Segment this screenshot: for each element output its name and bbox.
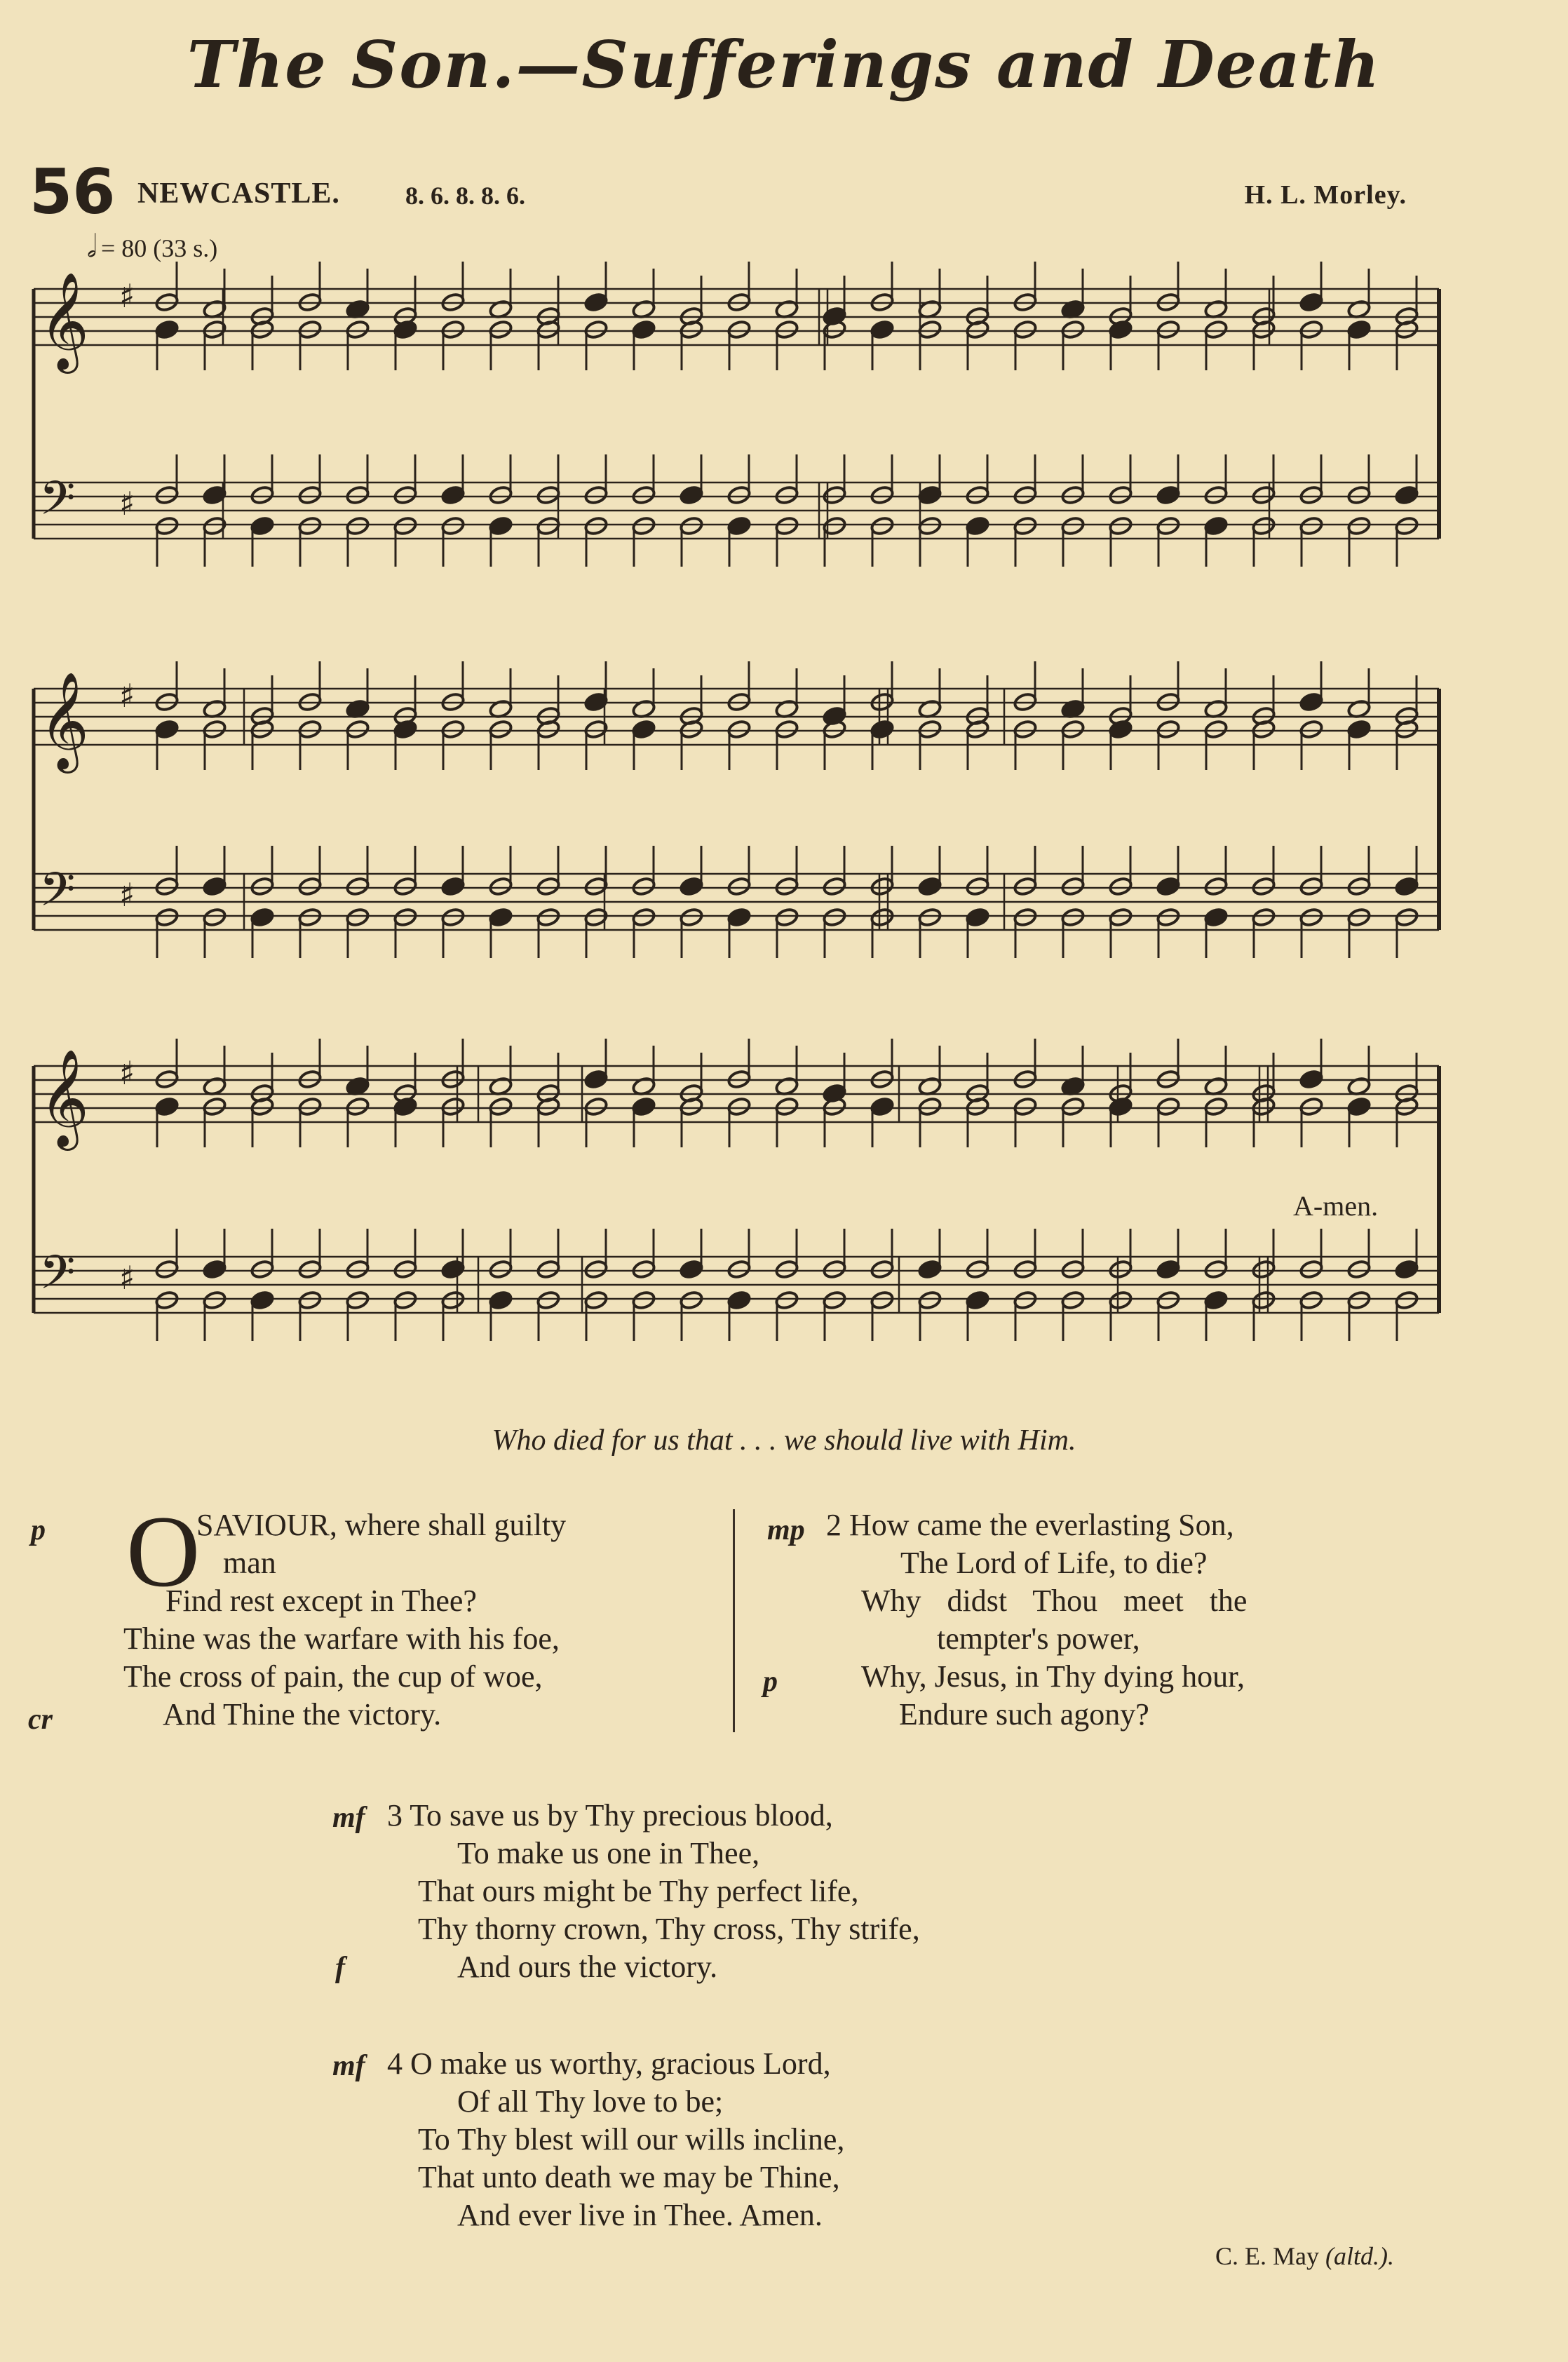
note-head: [917, 1259, 942, 1279]
note-head: [1299, 1259, 1323, 1279]
text-quote: Who died for us that . . . we should live with Him.: [492, 1424, 1076, 1457]
note-head: [154, 515, 179, 536]
note-head: [345, 1290, 370, 1310]
note-head: [1203, 1096, 1228, 1116]
note-head: [1203, 1259, 1228, 1279]
verse-line: And ever live in Thee. Amen.: [457, 2198, 823, 2232]
note-head: [1299, 907, 1323, 927]
note-head: [440, 1259, 465, 1279]
note-head: [583, 292, 608, 312]
sharp-icon: ♯: [119, 277, 135, 315]
note-head: [870, 907, 894, 927]
verse-line: The cross of pain, the cup of woe,: [123, 1659, 543, 1694]
note-head: [154, 719, 179, 739]
note-head: [202, 1096, 227, 1116]
sharp-icon: ♯: [119, 1054, 135, 1092]
note-head: [1203, 876, 1228, 896]
note-head: [202, 876, 227, 896]
note-head: [1203, 719, 1228, 739]
note-head: [440, 1096, 465, 1116]
note-head: [1108, 515, 1133, 536]
note-head: [726, 876, 751, 896]
note-head: [679, 515, 703, 536]
note-head: [965, 485, 989, 505]
note-head: [1346, 876, 1371, 896]
note-head: [1251, 907, 1276, 927]
note-head: [822, 1290, 846, 1310]
verse-line: SAVIOUR, where shall guilty: [196, 1508, 567, 1542]
note-head: [1156, 1290, 1180, 1310]
note-head: [154, 1096, 179, 1116]
sharp-icon: ♯: [119, 677, 135, 715]
sharp-icon: ♯: [119, 876, 135, 914]
note-head: [1299, 515, 1323, 536]
verse-line: [387, 1797, 1229, 1835]
note-head: [536, 515, 560, 536]
dynamic-mark: f: [335, 1952, 345, 1984]
note-head: [726, 1290, 751, 1310]
note-head: [631, 876, 656, 896]
hymn-number: 56: [29, 156, 116, 228]
note-head: [1013, 515, 1037, 536]
note-head: [488, 719, 513, 739]
note-head: [1203, 907, 1228, 927]
note-head: [870, 485, 894, 505]
treble-clef-icon: 𝄞: [39, 272, 89, 370]
dynamic-mark: cr: [28, 1703, 53, 1736]
note-head: [1060, 1290, 1085, 1310]
verse-line: Find rest except in Thee?: [165, 1584, 477, 1618]
half-note-icon: 𝅗𝅥: [87, 229, 97, 264]
note-head: [870, 1259, 894, 1279]
note-head: [488, 485, 513, 505]
note-head: [726, 319, 751, 339]
note-head: [536, 907, 560, 927]
note-head: [822, 485, 846, 505]
note-head: [393, 515, 417, 536]
note-head: [726, 907, 751, 927]
verse-4: [387, 2045, 1229, 2234]
note-head: [917, 1290, 942, 1310]
bass-clef-icon: 𝄢: [39, 1246, 76, 1311]
note-head: [1156, 1259, 1180, 1279]
verse-line: Thine was the warfare with his foe,: [123, 1621, 560, 1656]
note-head: [822, 1259, 846, 1279]
note-head: [1013, 485, 1037, 505]
note-head: [822, 907, 846, 927]
verse-2: [826, 1506, 1457, 1734]
note-head: [345, 1259, 370, 1279]
note-head: [440, 515, 465, 536]
note-head: [631, 907, 656, 927]
bass-clef-icon: 𝄢: [39, 471, 76, 536]
note-head: [583, 515, 608, 536]
verse-1: [123, 1506, 726, 1734]
note-head: [393, 485, 417, 505]
note-head: [536, 876, 560, 896]
note-head: [1299, 1290, 1323, 1310]
note-head: [297, 876, 322, 896]
sharp-icon: ♯: [119, 485, 135, 522]
credit-author: C. E. May: [1215, 2242, 1320, 2270]
note-head: [822, 876, 846, 896]
verse-line: To make us one in Thee,: [457, 1836, 760, 1870]
note-head: [774, 719, 799, 739]
note-head: [1013, 1259, 1037, 1279]
note-head: [393, 876, 417, 896]
note-head: [679, 1290, 703, 1310]
note-head: [726, 719, 751, 739]
note-head: [440, 1290, 465, 1310]
note-head: [202, 907, 227, 927]
note-head: [870, 876, 894, 896]
note-head: [822, 515, 846, 536]
note-head: [488, 515, 513, 536]
note-head: [1156, 319, 1180, 339]
dynamic-mark: mp: [767, 1514, 805, 1546]
note-head: [583, 319, 608, 339]
note-head: [345, 1096, 370, 1116]
treble-clef-icon: 𝄞: [39, 672, 89, 769]
note-head: [583, 1290, 608, 1310]
note-head: [1346, 907, 1371, 927]
note-head: [488, 319, 513, 339]
note-head: [583, 1096, 608, 1116]
note-head: [1346, 319, 1371, 339]
note-head: [1060, 319, 1085, 339]
note-head: [1394, 515, 1419, 536]
note-head: [726, 515, 751, 536]
note-head: [1060, 907, 1085, 927]
note-head: [1299, 1096, 1323, 1116]
note-head: [1203, 485, 1228, 505]
note-head: [1394, 907, 1419, 927]
note-head: [1013, 319, 1037, 339]
note-head: [917, 719, 942, 739]
note-head: [154, 319, 179, 339]
note-head: [393, 907, 417, 927]
verse-line: man: [223, 1546, 276, 1580]
note-head: [1346, 485, 1371, 505]
note-head: [631, 1259, 656, 1279]
note-head: [297, 1096, 322, 1116]
verse-line-text: O make us worthy, gracious Lord,: [410, 2046, 831, 2081]
note-head: [726, 485, 751, 505]
note-head: [1156, 719, 1180, 739]
note-head: [536, 485, 560, 505]
note-head: [631, 1096, 656, 1116]
verse-line: Why didst Thou meet the: [861, 1584, 1248, 1618]
note-head: [488, 1096, 513, 1116]
note-head: [1108, 907, 1133, 927]
note-head: [250, 907, 274, 927]
note-head: [1060, 485, 1085, 505]
note-head: [679, 1259, 703, 1279]
note-head: [679, 876, 703, 896]
note-head: [1203, 319, 1228, 339]
sharp-icon: ♯: [119, 1259, 135, 1297]
note-head: [679, 907, 703, 927]
note-head: [1299, 1069, 1323, 1089]
note-head: [202, 1259, 227, 1279]
note-head: [870, 1290, 894, 1310]
note-head: [1060, 1096, 1085, 1116]
note-head: [1108, 1259, 1133, 1279]
note-head: [154, 1290, 179, 1310]
note-head: [1013, 1290, 1037, 1310]
note-head: [583, 1259, 608, 1279]
verse-line-text: To save us by Thy precious blood,: [410, 1798, 833, 1833]
note-head: [250, 876, 274, 896]
note-head: [583, 485, 608, 505]
note-head: [440, 485, 465, 505]
note-head: [1108, 485, 1133, 505]
note-head: [726, 1096, 751, 1116]
note-head: [1346, 1096, 1371, 1116]
note-head: [774, 1096, 799, 1116]
bass-clef-icon: 𝄢: [39, 863, 76, 928]
note-head: [631, 719, 656, 739]
note-head: [1013, 876, 1037, 896]
verse-number: 2: [826, 1508, 842, 1542]
note-head: [297, 485, 322, 505]
note-head: [631, 485, 656, 505]
note-head: [202, 719, 227, 739]
note-head: [917, 1096, 942, 1116]
note-head: [1251, 515, 1276, 536]
verse-line: To Thy blest will our wills incline,: [418, 2122, 845, 2157]
verse-line: Why, Jesus, in Thy dying hour,: [861, 1659, 1245, 1694]
note-head: [154, 907, 179, 927]
note-head: [297, 719, 322, 739]
note-head: [774, 319, 799, 339]
verse-number: 3: [387, 1798, 403, 1833]
meter: 8. 6. 8. 8. 6.: [405, 182, 525, 210]
note-head: [345, 719, 370, 739]
note-head: [870, 1096, 894, 1116]
note-head: [583, 1069, 608, 1089]
verse-line: That ours might be Thy perfect life,: [418, 1874, 859, 1908]
note-head: [917, 319, 942, 339]
note-head: [917, 907, 942, 927]
note-head: [297, 1259, 322, 1279]
note-head: [250, 515, 274, 536]
note-head: [1156, 515, 1180, 536]
dynamic-mark: mf: [332, 2050, 365, 2082]
note-head: [1251, 876, 1276, 896]
note-head: [345, 907, 370, 927]
verse-line: [826, 1506, 1457, 1544]
note-head: [1013, 1096, 1037, 1116]
note-head: [1346, 1259, 1371, 1279]
note-head: [1060, 1259, 1085, 1279]
drop-cap: O: [126, 1494, 201, 1608]
note-head: [1394, 1290, 1419, 1310]
note-head: [488, 1290, 513, 1310]
note-head: [1203, 515, 1228, 536]
note-head: [1299, 485, 1323, 505]
verse-line: And ours the victory.: [457, 1950, 718, 1984]
note-head: [726, 1259, 751, 1279]
note-head: [345, 876, 370, 896]
note-head: [917, 485, 942, 505]
note-head: [631, 1290, 656, 1310]
verse-line-text: How came the everlasting Son,: [849, 1508, 1234, 1542]
note-head: [965, 907, 989, 927]
note-head: [250, 1259, 274, 1279]
note-head: [345, 319, 370, 339]
note-head: [1299, 876, 1323, 896]
note-head: [488, 907, 513, 927]
note-head: [631, 319, 656, 339]
note-head: [440, 907, 465, 927]
verse-number: 4: [387, 2046, 403, 2081]
note-head: [1203, 1290, 1228, 1310]
column-divider: [733, 1509, 735, 1732]
note-head: [1013, 907, 1037, 927]
note-head: [1299, 319, 1323, 339]
verse-line: Of all Thy love to be;: [457, 2084, 724, 2119]
note-head: [393, 1290, 417, 1310]
note-head: [536, 1290, 560, 1310]
note-head: [202, 1290, 227, 1310]
note-head: [536, 1259, 560, 1279]
note-head: [774, 1259, 799, 1279]
note-head: [1299, 719, 1323, 739]
note-head: [297, 515, 322, 536]
note-head: [774, 907, 799, 927]
note-head: [1251, 485, 1276, 505]
note-head: [1060, 719, 1085, 739]
note-head: [250, 485, 274, 505]
note-head: [1108, 876, 1133, 896]
verse-line: Thy thorny crown, Thy cross, Thy strife,: [418, 1912, 920, 1946]
tune-name: NEWCASTLE.: [137, 177, 340, 210]
note-head: [1156, 485, 1180, 505]
note-head: [1394, 485, 1419, 505]
note-head: [1346, 719, 1371, 739]
note-head: [679, 485, 703, 505]
note-head: [297, 907, 322, 927]
note-head: [440, 719, 465, 739]
credit-note: (altd.).: [1325, 2242, 1394, 2270]
note-head: [1060, 515, 1085, 536]
note-head: [1346, 1290, 1371, 1310]
note-head: [1299, 292, 1323, 312]
note-head: [870, 515, 894, 536]
note-head: [154, 876, 179, 896]
note-head: [1156, 907, 1180, 927]
note-head: [154, 1259, 179, 1279]
note-head: [774, 876, 799, 896]
note-head: [1394, 876, 1419, 896]
composer: H. L. Morley.: [1244, 180, 1407, 210]
verse-line: That unto death we may be Thine,: [418, 2160, 840, 2194]
note-head: [488, 876, 513, 896]
note-head: [965, 1290, 989, 1310]
verse-line: tempter's power,: [937, 1621, 1140, 1656]
note-head: [774, 1290, 799, 1310]
note-head: [154, 485, 179, 505]
note-head: [870, 319, 894, 339]
note-head: [1013, 719, 1037, 739]
page-title: The Son.—Sufferings and Death: [187, 27, 1381, 102]
note-head: [774, 485, 799, 505]
note-head: [774, 515, 799, 536]
note-head: [965, 515, 989, 536]
note-head: [1156, 876, 1180, 896]
note-head: [1346, 515, 1371, 536]
note-head: [1156, 1096, 1180, 1116]
note-head: [297, 1290, 322, 1310]
verse-line: Endure such agony?: [899, 1697, 1149, 1732]
note-head: [440, 876, 465, 896]
dynamic-mark: p: [763, 1666, 778, 1698]
note-head: [250, 1290, 274, 1310]
note-head: [870, 719, 894, 739]
note-head: [1251, 1290, 1276, 1310]
note-head: [393, 1259, 417, 1279]
note-head: [345, 515, 370, 536]
note-head: [440, 319, 465, 339]
note-head: [1394, 1259, 1419, 1279]
tempo-value: = 80 (33 s.): [101, 234, 218, 262]
verse-line: The Lord of Life, to die?: [900, 1546, 1208, 1580]
dynamic-mark: mf: [332, 1802, 365, 1834]
note-head: [917, 515, 942, 536]
note-head: [345, 485, 370, 505]
note-head: [965, 1259, 989, 1279]
verse-line: And Thine the victory.: [163, 1697, 442, 1732]
dynamic-mark: p: [31, 1514, 46, 1546]
note-head: [1108, 1290, 1133, 1310]
note-head: [631, 515, 656, 536]
verse-line: [387, 2045, 1229, 2083]
note-head: [297, 319, 322, 339]
treble-clef-icon: 𝄞: [39, 1049, 89, 1147]
note-head: [1060, 876, 1085, 896]
note-head: [488, 1259, 513, 1279]
amen-label: A-men.: [1293, 1190, 1379, 1222]
note-head: [1251, 1259, 1276, 1279]
note-head: [1299, 691, 1323, 712]
verse-3: [387, 1797, 1229, 1986]
note-head: [917, 876, 942, 896]
note-head: [965, 876, 989, 896]
text-credit: [1215, 2241, 1394, 2271]
